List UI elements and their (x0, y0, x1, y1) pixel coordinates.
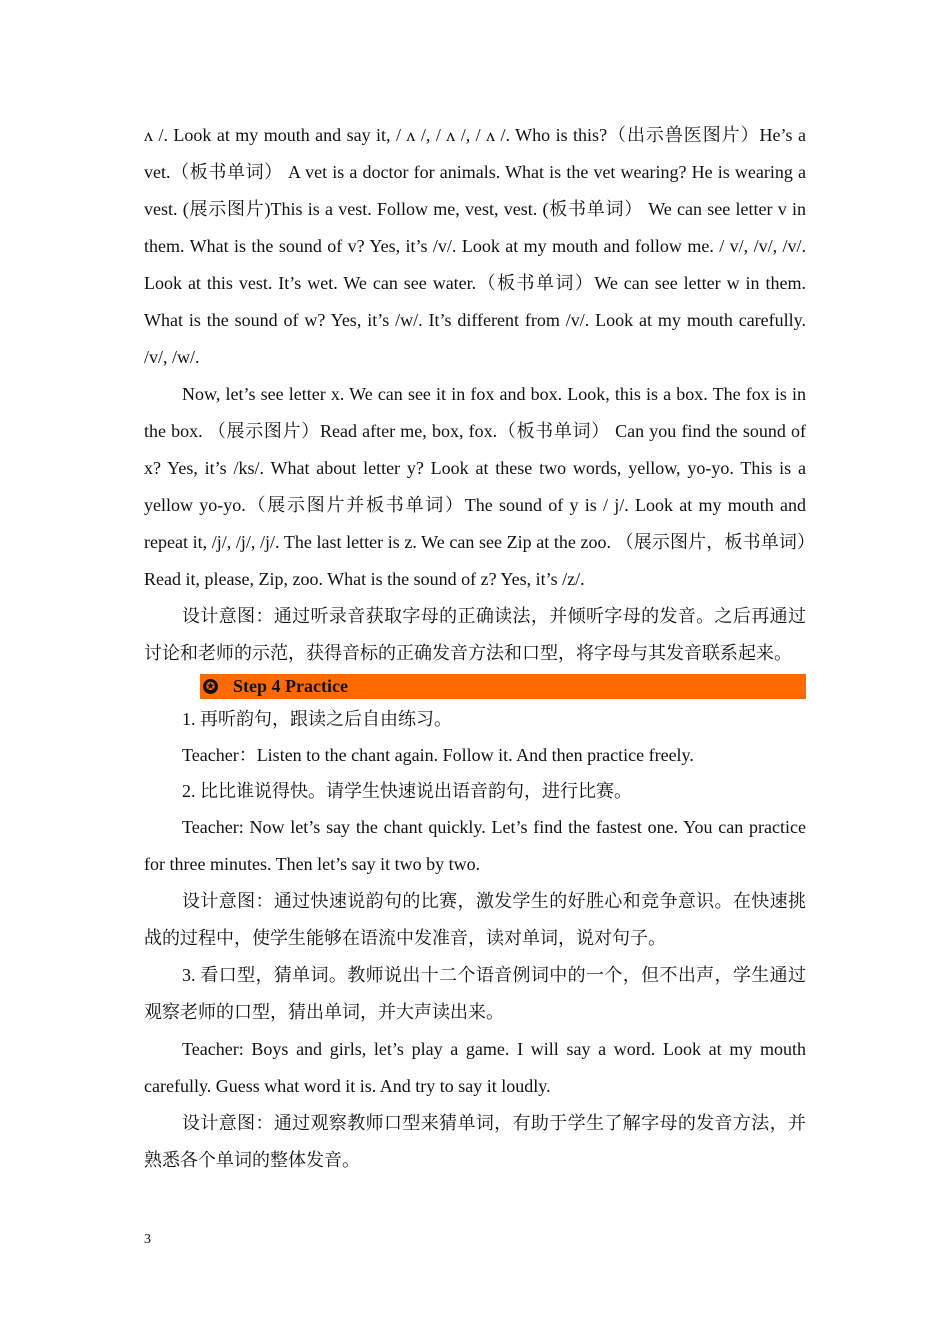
paragraph-fox-box-yoyo-zoo: Now, let’s see letter x. We can see it in fox and box. Look, this is a box. The fox is in the box. （展示图片）Read after me, box, fox.（板书单词） Can you find the sound of x? Yes, it’s /ks/. What about letter y? Look at these two words, yellow, yo-yo. This is a yellow yo-yo.（展示图片并板书单词）The sound of y is / j/. Look at my mouth and repeat it, /j/, /j/, /j/. The last letter is z. We can see Zip at the zoo. （展示图片，板书单词）Read it, please, Zip, zoo. What is the sound of z? Yes, it’s /z/. (144, 384, 806, 589)
star-circle-icon: ✪ (203, 679, 218, 694)
step-4-heading (200, 674, 806, 699)
design-intent-1: 设计意图：通过听录音获取字母的正确读法，并倾听字母的发音。之后再通过讨论和老师的示范，获得音标的正确发音方法和口型，将字母与其发音联系起来。 (144, 606, 806, 663)
page-number: 3 (144, 1232, 151, 1247)
practice-item-2: 2. 比比谁说得快。请学生快速说出语音韵句，进行比赛。 (182, 781, 632, 801)
teacher-line-1: Teacher：Listen to the chant again. Follow it. And then practice freely. (182, 745, 694, 765)
paragraph-vet-vest-water: ʌ /. Look at my mouth and say it, / ʌ /, / ʌ /, / ʌ /. Who is this?（出示兽医图片）He’s a vet.（板书单词） A vet is a doctor for animals. What is the vet wearing? He is wearing a vest. (展示图片)This is a vest. Follow me, vest, vest. (板书单词） We can see letter v in them. What is the sound of v? Yes, it’s /v/. Look at my mouth and follow me. / v/, /v/, /v/. Look at this vest. It’s wet. We can see water.（板书单词）We can see letter w in them. What is the sound of w? Yes, it’s /w/. It’s different from /v/. Look at my mouth carefully. /v/, /w/. (144, 125, 806, 367)
practice-item-3: 3. 看口型，猜单词。教师说出十二个语音例词中的一个，但不出声，学生通过观察老师的口型，猜出单词，并大声读出来。 (144, 965, 806, 1022)
teacher-line-3: Teacher: Boys and girls, let’s play a game. I will say a word. Look at my mouth carefully. Guess what word it is. And try to say it loudly. (144, 1039, 806, 1096)
design-intent-3: 设计意图：通过观察教师口型来猜单词，有助于学生了解字母的发音方法，并熟悉各个单词的整体发音。 (144, 1113, 806, 1170)
practice-item-1: 1. 再听韵句，跟读之后自由练习。 (182, 709, 452, 729)
step-4-title: Step 4 Practice (233, 676, 348, 696)
document-body (144, 117, 806, 1179)
design-intent-2: 设计意图：通过快速说韵句的比赛，激发学生的好胜心和竞争意识。在快速挑战的过程中，使学生能够在语流中发准音，读对单词，说对句子。 (144, 891, 806, 948)
teacher-line-2: Teacher: Now let’s say the chant quickly. Let’s find the fastest one. You can practice for three minutes. Then let’s say it two by two. (144, 817, 806, 874)
